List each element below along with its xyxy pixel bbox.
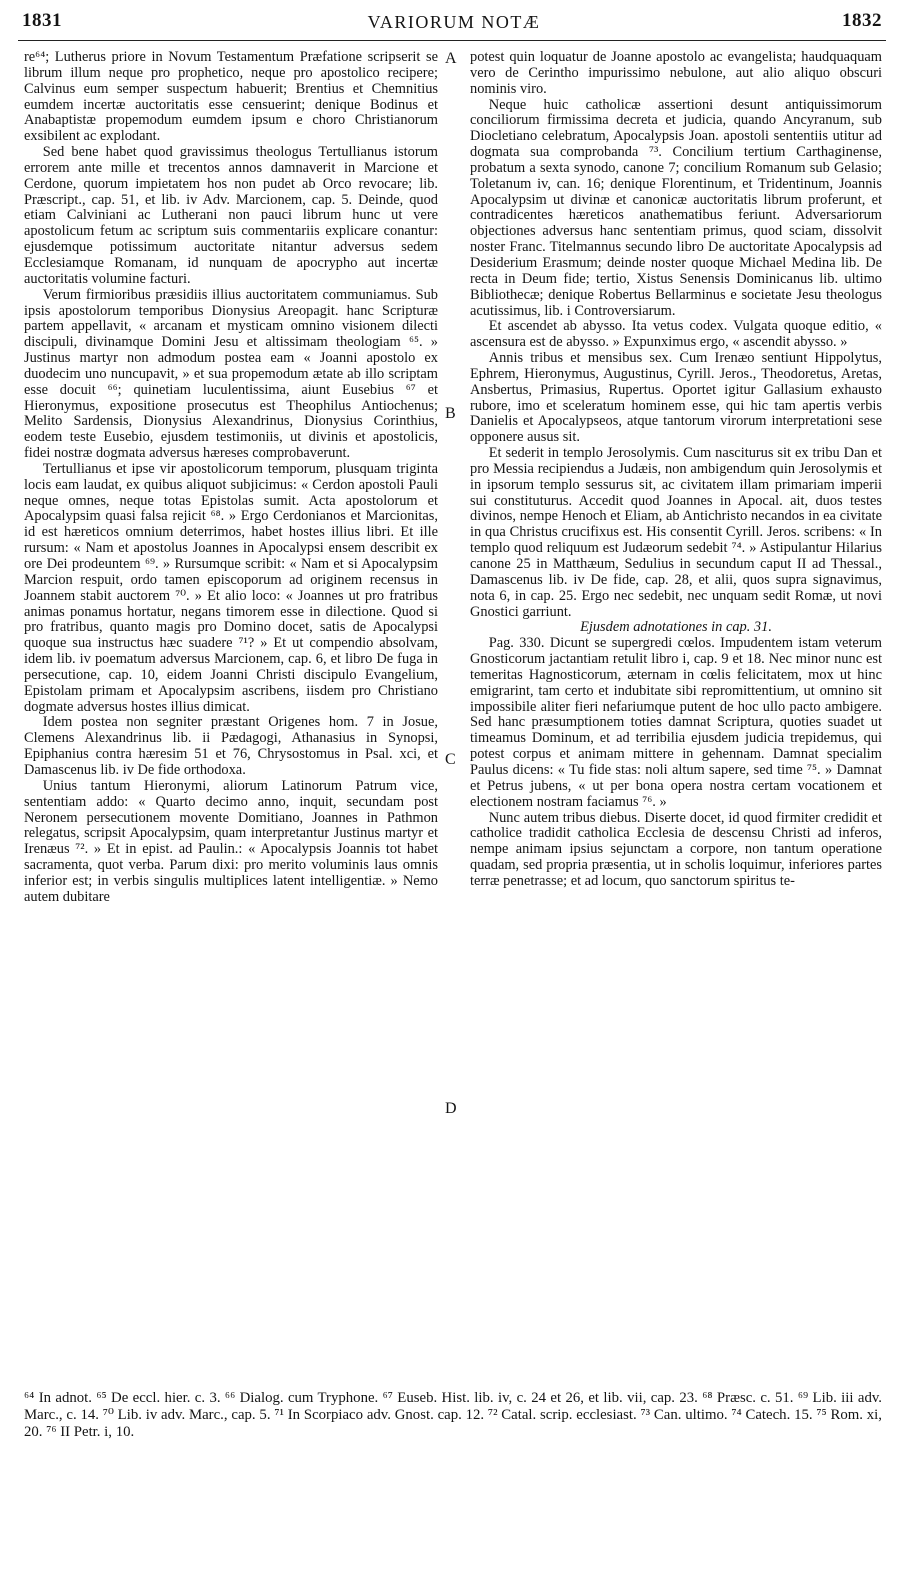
footnotes: [24, 1390, 882, 1441]
margin-letter-d: D: [445, 1100, 457, 1117]
right-paragraph: Annis tribus et mensibus sex. Cum Irenæo sentiunt Hippolytus, Ephrem, Hieronymus, Augustinus, Cyrill. Jeros., Theodoretus, Aretas, Ansbertus, Primasius, Rupertus. Oportet igitur Gallasium exhausto rubore, imo et sceleratum hominem esse, qui hic tam apertis verbis Danielis et Apocalypseos, atque tantorum virorum interpretationi sese opponere ausus sit.: [470, 350, 882, 446]
header-rule: [18, 40, 886, 41]
margin-letter-b: B: [445, 405, 456, 422]
left-paragraph: Idem postea non segniter præstant Origenes hom. 7 in Josue, Clemens Alexandrinus lib. ii Pædagogi, Athanasius in Synopsi, Epiphanius contra hæresim 51 et 76, Chrysostomus in Psal. xci, et Damascenus lib. iv De fide orthodoxa.: [24, 714, 438, 778]
margin-letter-a: A: [445, 50, 457, 67]
running-title: VARIORUM NOTÆ: [367, 12, 541, 32]
right-column: [470, 50, 882, 890]
left-paragraph: Tertullianus et ipse vir apostolicorum temporum, plusquam triginta locis eam laudat, ex quibus aliquot subjicimus: « Cerdon apostoli Pauli neque omnes, neque totas Epistolas sumit. Acta apostolorum et Apocalypsim quasi falsa rejicit ⁶⁸. » Ergo Cerdonianos et Marcionitas, id est hæreticos omnium deterrimos, habet hostes illius libri. Et ille rursum: « Nam et apostolus Joannes in Apocalypsi ensem describit ex ore Dei prodeuntem ⁶⁹. » Rursumque scribit: « Nam et si Apocalypsim Marcion respuit, ordo tamen episcoporum ad originem recensus in Joannem stabit auctorem ⁷⁰. » Et alio loco: « Joannes ut pro fratribus animas ponamus hortatur, negans timorem esse in dilectione. Quod si pro fratribus, quanto magis pro Domino docet, satis de Apocalypsi quoque sua instructus hæc suadere ⁷¹? » Et ut compendio absolvam, idem lib. iv poematum adversus Marcionem, cap. 6, et libro De fuga in persecutione, cap. 10, eidem Joanni Christi discipulo Evangelium, Epistolam primam et Apocalypsim ascribens, iisdem pro Christiano dogmate adversus hostes illius dimicat.: [24, 460, 438, 715]
right-paragraph: Neque huic catholicæ assertioni desunt antiquissimorum conciliorum firmissima decreta et judicia, quando Ancyranum, sub Diocletiano celebratum, Apocalypsis Joan. apostoli sententiis utitur ad dogmata sua comprobanda ⁷³. Concilium tertium Carthaginense, probatum a sexta synodo, canone 7; concilium Romanum sub Gelasio; Toletanum iv, can. 16; denique Florentinum, et Tridentinum, Joannis Apocalypsim ut divinæ et canonicæ auctoritatis librum proferunt, et contradicentes hæreticos anathematibus feriunt. Adversariorum objectiones adversus hanc sententiam primus, quod sciam, dissolvit noster Franc. Titelmannus secundo libro De auctoritate Apocalypsis ad Desiderium Erasmum; deinde noster quoque Michael Medina lib. De recta in Deum fide; tertio, Xistus Senensis Dominicanus lib. ultimo Bibliothecæ; denique Robertus Bellarminus e societate Jesu theologus acutissimus, lib. i Controversiarum.: [470, 96, 882, 319]
column-number-right: 1832: [842, 10, 882, 31]
left-paragraph: re⁶⁴; Lutherus priore in Novum Testamentum Præfatione scripserit se librum illum neque pro prophetico, neque pro apostolico recipere; Calvinus eum semper suspectum habuerit; Brentius et Chemnitius eumdem incertæ auctoritatis esse censuerint; denique Bodinus et Anabaptistæ propemodum eumdem ipsum e choro Christianorum exsibilent ac explodant.: [24, 49, 438, 145]
running-header: [0, 0, 908, 44]
section-heading: [470, 620, 882, 636]
right-paragraph: Et ascendet ab abysso. Ita vetus codex. Vulgata quoque editio, « ascensura est de abysso. » Expunximus ergo, « ascendit abysso. »: [470, 318, 882, 351]
left-paragraph: Verum firmioribus præsidiis illius auctoritatem communiamus. Sub ipsis apostolorum temporibus Dionysius Areopagit. hanc Scripturæ partem appellavit, « arcanam et mysticam omnino visionem dilecti discipuli, divinamque Domini Jesu et altissimam theologiam ⁶⁵. » Justinus martyr non admodum postea eam « Joanni apostolo ex duodecim uno nuncupavit, » et sua propemodum ætate ab illo scriptam esse docuit ⁶⁶; quinetiam luculentissima, aiunt Eusebius ⁶⁷ et Hieronymus, expositione prosecutus est Theophilus Antiochenus; Melito Sardensis, Dionysius Alexandrinus, Dionysius Corinthius, eodem teste Eusebio, ejusdem testimoniis, ut divinis et apostolicis, fidei nostræ dogmata adversus hæreses comprobaverunt.: [24, 286, 438, 462]
footnotes-text: ⁶⁴ In adnot. ⁶⁵ De eccl. hier. c. 3. ⁶⁶ Dialog. cum Tryphone. ⁶⁷ Euseb. Hist. lib. iv, c. 24 et 26, et lib. vii, cap. 23. ⁶⁸ Præsc. c. 51. ⁶⁹ Lib. iii adv. Marc., c. 14. ⁷⁰ Lib. iv adv. Marc., cap. 5. ⁷¹ In Scorpiaco adv. Gnost. cap. 12. ⁷² Catal. scrip. ecclesiast. ⁷³ Can. ultimo. ⁷⁴ Catech. 15. ⁷⁵ Rom. xi, 20. ⁷⁶ II Petr. i, 10.: [24, 1390, 882, 1440]
left-column: [24, 50, 438, 906]
section-heading-text: Ejusdem adnotationes in cap. 31.: [580, 619, 772, 636]
right-paragraph: Nunc autem tribus diebus. Diserte docet, id quod firmiter credidit et catholice tradidit catholica Ecclesia de descensu Christi ad inferos, nempe animam ipsius sejunctam a corpore, non tantum operatione quadam, sed propria præsentia, ut in scholis loquimur, inferiores partes terræ penetrasse; et ad locum, quo sanctorum spiritus te-: [470, 809, 882, 889]
right-paragraph: Et sederit in templo Jerosolymis. Cum nasciturus sit ex tribu Dan et pro Messia recipiendus a Judæis, non ambigendum quin Jerosolymis et in ipsorum templo sessurus sit, ac civitatem illam primariam imperii sui constituturus. Accedit quod Joannes in Apocal. ait, duos testes divinos, nempe Henoch et Eliam, ab Antichristo necandos in ea civitate in qua Christus crucifixus est. His consentit Cyrill. Jeros. scribens: « In templo quod reliquum est Judæorum sedebit ⁷⁴. » Astipulantur Hilarius canone 25 in Matthæum, Sedulius in secundum caput II ad Thessal., Damascenus lib. iv De fide, cap. 28, et alii, quos supra signavimus, nota 6, in cap. 25. Ergo nec sedebit, nec unquam sedit Romæ, ut novi Gnostici garriunt.: [470, 445, 882, 620]
left-paragraph: Sed bene habet quod gravissimus theologus Tertullianus istorum errorem ante mille et trecentos annos damnaverit in Marcione et Cerdone, quorum impietatem hos non pudet ab Orco revocare; lib. Præscript., cap. 51, et lib. iv Adv. Marcionem, cap. 5. Deinde, quod etiam Calviniani ac Lutherani non pauci librum hunc ut vere apostolicum fetum ac scriptum suis commentariis explicare conantur: ejusdemque potissimum auctoritate nitantur adversus sedem Ecclesiamque Romanam, id nunquam de apocrypho aut incertæ auctoritatis volumine facturi.: [24, 144, 438, 287]
right-paragraph: potest quin loquatur de Joanne apostolo ac evangelista; haudquaquam vero de Cerintho impurissimo nebulone, aut alio aliquo obscuri nominis viro.: [470, 49, 882, 97]
margin-letter-c: C: [445, 751, 456, 768]
column-number-left: 1831: [22, 10, 62, 31]
left-paragraph: Unius tantum Hieronymi, aliorum Latinorum Patrum vice, sententiam addo: « Quarto decimo anno, inquit, secundam post Neronem persecutionem movente Domitiano, Joannes in Pathmon relegatus, scripsit Apocalypsim, quam interpretantur Justinus martyr et Irenæus ⁷². » Et in epist. ad Paulin.: « Apocalypsis Joannis tot habet sacramenta, quot verba. Parum dixi: pro merito voluminis laus omnis inferior est; in verbis singulis multiplices latent intelligentiæ. » Nemo autem dubitare: [24, 777, 438, 905]
right-paragraph: Pag. 330. Dicunt se supergredi cœlos. Impudentem istam veterum Gnosticorum jactantiam retulit libro i, cap. 9 et 18. Nec minor nunc est temeritas Hagnosticorum, æternam in cœlis felicitatem, mox ut hinc emigrarint, tam certo et indubitate sibi repromittentium, ut omnino sit impossibile aliter fieri nefariumque putent de hoc ullo pacto ambigere. Sed hanc præsumptionem toties damnat Scriptura, quoties suadet ut timeamus Dominum, et ad terribilia ejusdem judicia trepidemus, qui potest corpus et animam mittere in gehennam. Damnat specialim Paulus dicens: « Tu fide stas: noli altum sapere, sed time ⁷⁵. » Damnat et Petrus jubens, « ut per bona opera nostra certam vocationem et electionem nostram faciamus ⁷⁶. »: [470, 635, 882, 810]
